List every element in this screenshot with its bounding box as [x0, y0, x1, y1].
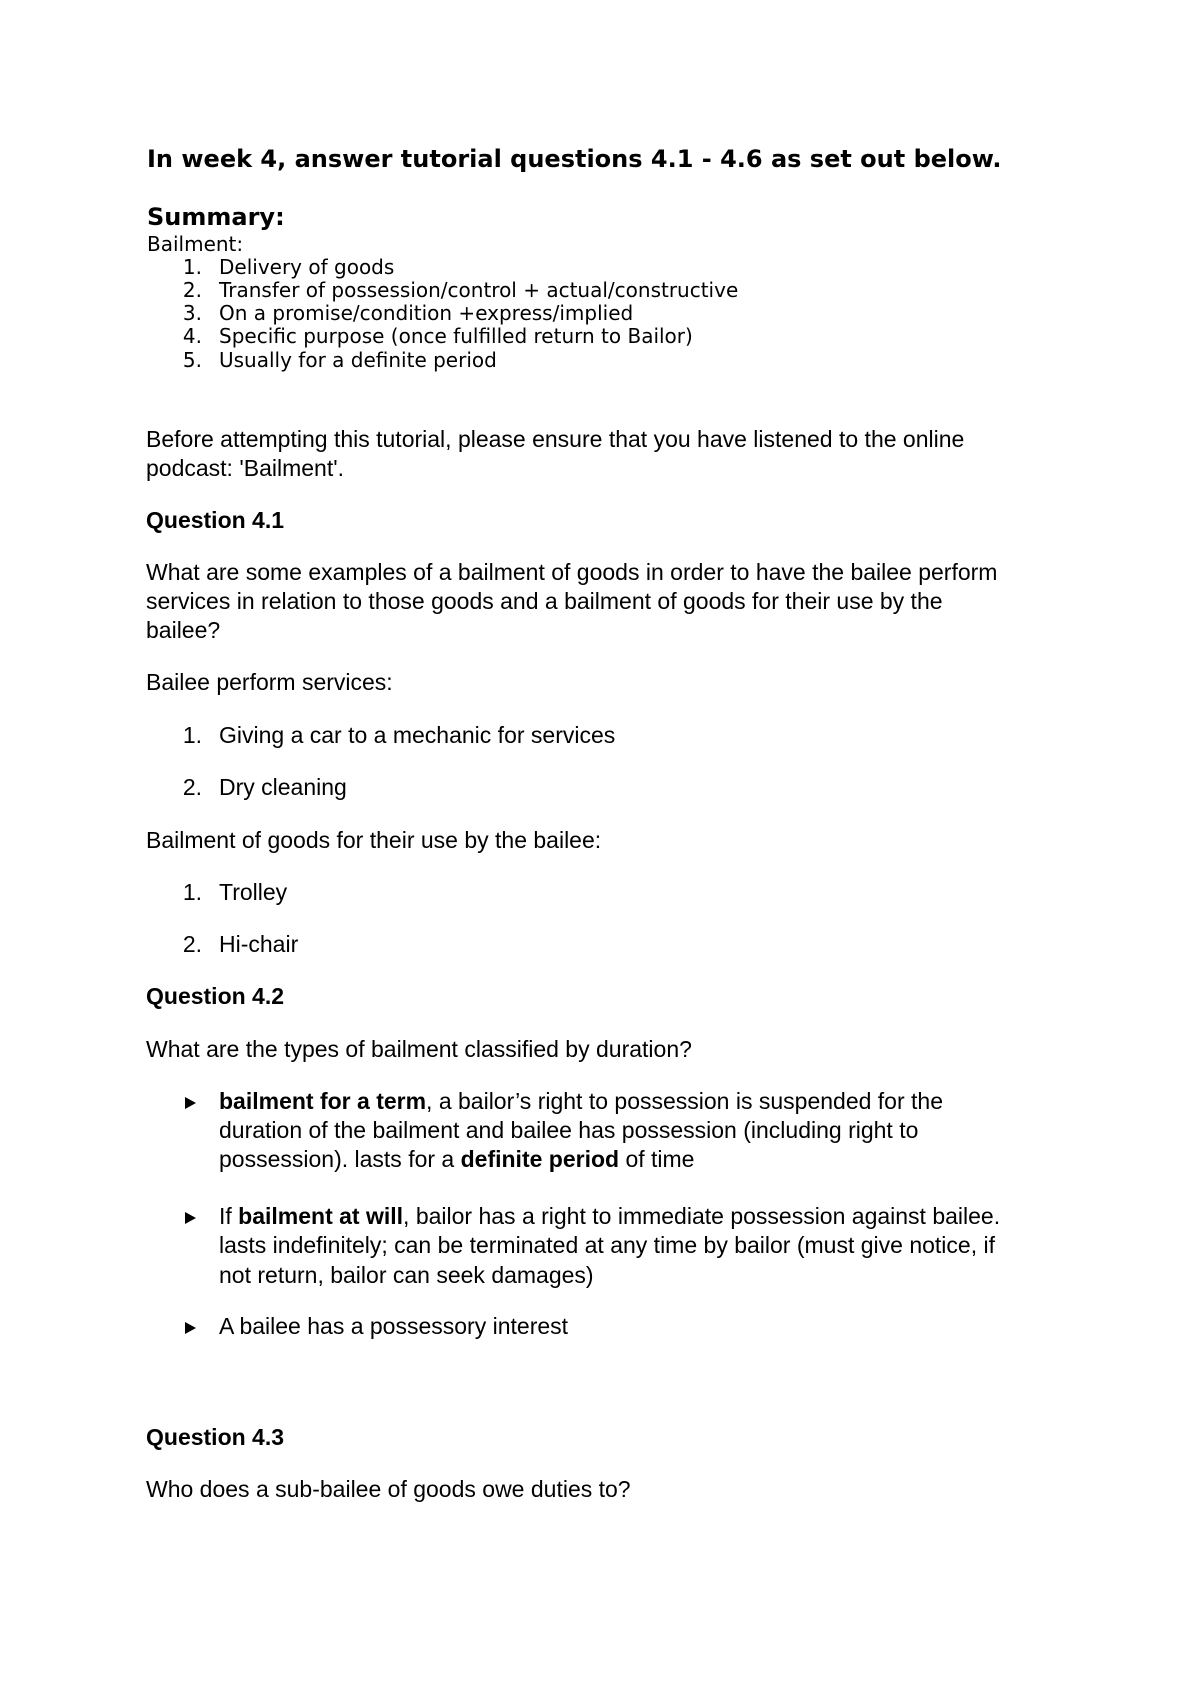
list-number: 1.: [182, 722, 202, 748]
answer-group-label: Bailment of goods for their use by the bailee:: [146, 827, 602, 853]
list-number: 3.: [182, 301, 202, 325]
list-number: 5.: [182, 348, 202, 372]
intro-line-1: Before attempting this tutorial, please ensure that you have listened to the online: [146, 426, 965, 452]
summary-title: Summary:: [147, 203, 285, 231]
bullet-text: If: [219, 1203, 239, 1229]
bullet-arrow-icon: [185, 1322, 196, 1334]
list-item: Usually for a definite period: [219, 348, 497, 372]
question-4-3-text: Who does a sub-bailee of goods owe duties to?: [146, 1476, 631, 1502]
question-4-1-title: Question 4.1: [146, 507, 285, 533]
bullet-line: [219, 1203, 1000, 1230]
bullet-line: not return, bailor can seek damages): [219, 1262, 594, 1288]
question-4-2-text: What are the types of bailment classified by duration?: [146, 1036, 692, 1062]
list-item: On a promise/condition +express/implied: [219, 301, 634, 325]
bullet-line: A bailee has a possessory interest: [219, 1313, 569, 1339]
bullet-arrow-icon: [185, 1097, 196, 1109]
list-item: Giving a car to a mechanic for services: [219, 722, 616, 748]
bullet-text: , a bailor’s right to possession is suspended for the: [426, 1088, 943, 1114]
page-heading: In week 4, answer tutorial questions 4.1 - 4.6 as set out below.: [147, 145, 1002, 173]
bullet-text: of time: [619, 1146, 695, 1172]
question-4-2-title: Question 4.2: [146, 983, 285, 1009]
list-item: Delivery of goods: [219, 255, 395, 279]
intro-line-2: podcast: 'Bailment'.: [146, 455, 344, 481]
bullet-line: [219, 1146, 694, 1173]
bullet-text: , bailor has a right to immediate possession against bailee.: [403, 1203, 1001, 1229]
list-number: 2.: [182, 278, 202, 302]
list-item: Hi-chair: [219, 931, 299, 957]
list-number: 2.: [182, 774, 202, 800]
list-number: 4.: [182, 324, 202, 348]
list-number: 1.: [182, 879, 202, 905]
bullet-line: lasts indefinitely; can be terminated at any time by bailor (must give notice, if: [219, 1232, 995, 1258]
bullet-arrow-icon: [185, 1212, 196, 1224]
question-4-1-text: bailee?: [146, 617, 221, 643]
list-item: Specific purpose (once fulfilled return to Bailor): [219, 324, 693, 348]
bullet-text: possession). lasts for a: [219, 1146, 461, 1172]
bullet-line: [219, 1088, 943, 1115]
question-4-1-text: What are some examples of a bailment of goods in order to have the bailee perform: [146, 559, 998, 585]
bold-term: bailment for a term: [219, 1088, 427, 1114]
list-number: 1.: [182, 255, 202, 279]
summary-subtitle: Bailment:: [147, 232, 244, 256]
list-item: Trolley: [219, 879, 288, 905]
bold-term: bailment at will: [238, 1203, 404, 1229]
bold-term: definite period: [460, 1146, 620, 1172]
question-4-3-title: Question 4.3: [146, 1424, 285, 1450]
answer-group-label: Bailee perform services:: [146, 669, 393, 695]
list-number: 2.: [182, 931, 202, 957]
bullet-line: duration of the bailment and bailee has possession (including right to: [219, 1117, 919, 1143]
list-item: Transfer of possession/control + actual/constructive: [219, 278, 739, 302]
question-4-1-text: services in relation to those goods and a bailment of goods for their use by the: [146, 588, 943, 614]
list-item: Dry cleaning: [219, 774, 347, 800]
